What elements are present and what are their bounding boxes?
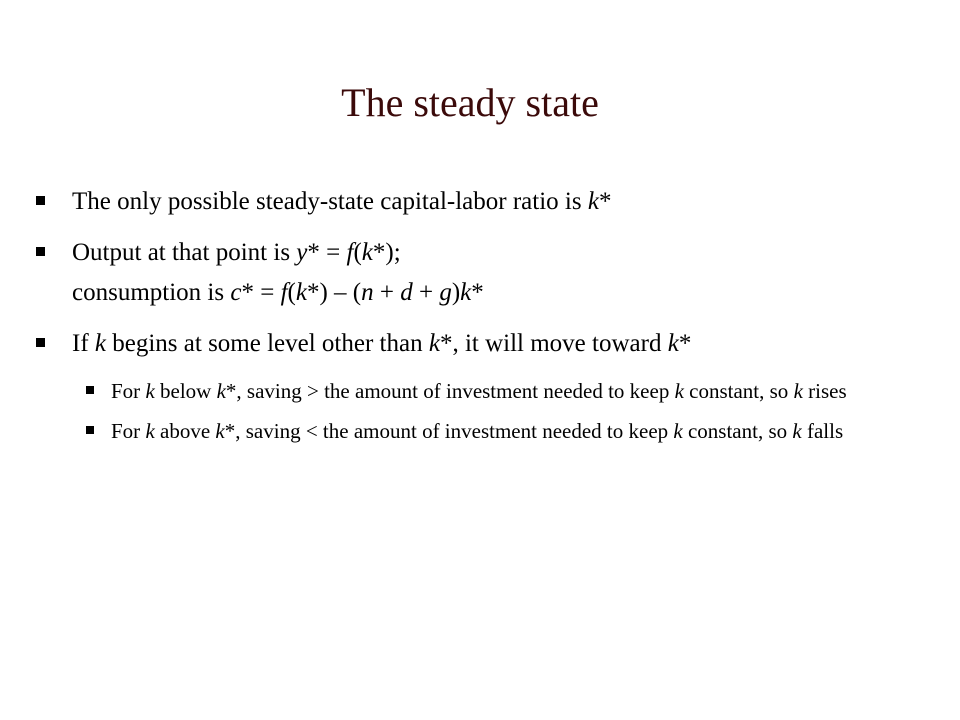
text-run: consumption is	[72, 279, 231, 306]
square-bullet-icon	[86, 414, 94, 446]
italic-variable: k	[215, 419, 225, 443]
bullet-text	[111, 419, 843, 443]
italic-variable: k	[673, 419, 683, 443]
text-run: *);	[372, 239, 401, 266]
square-bullet-icon	[36, 181, 45, 221]
bullet-text	[72, 188, 611, 215]
text-run: (	[353, 239, 362, 266]
italic-variable: k	[361, 239, 373, 266]
italic-variable: k	[667, 330, 679, 357]
italic-variable: k	[674, 379, 684, 403]
text-run: above	[154, 419, 216, 443]
italic-variable: f	[346, 239, 354, 266]
italic-variable: d	[400, 279, 413, 306]
italic-variable: k	[216, 379, 226, 403]
bullet-text	[72, 330, 691, 357]
sub-bullet-item	[86, 375, 926, 407]
italic-variable: f	[280, 279, 288, 306]
bullet-continuation	[36, 273, 926, 313]
text-run: falls	[801, 419, 844, 443]
italic-variable: y	[296, 239, 308, 266]
italic-variable: k	[295, 279, 307, 306]
text-run: +	[412, 279, 440, 306]
bullet-list	[36, 182, 926, 455]
text-run: begins at some level other than	[106, 330, 429, 357]
italic-variable: k	[145, 379, 155, 403]
text-run: For	[111, 379, 146, 403]
text-run: Output at that point is	[72, 239, 297, 266]
text-run: *, saving < the amount of investment needed to keep	[224, 419, 674, 443]
text-run: )	[451, 279, 461, 306]
text-run: * =	[241, 279, 281, 306]
text-run: constant, so	[683, 379, 794, 403]
bullet-item	[36, 233, 926, 273]
text-run: *	[471, 279, 484, 306]
text-run: If	[72, 330, 95, 357]
text-run: rises	[802, 379, 847, 403]
text-run: *) – (	[306, 279, 362, 306]
italic-variable: k	[94, 330, 107, 357]
italic-variable: k	[793, 379, 803, 403]
text-run: *, saving > the amount of investment needed to keep	[225, 379, 675, 403]
bullet-text	[72, 239, 401, 266]
bullet-item	[36, 182, 926, 222]
square-bullet-icon	[36, 232, 45, 272]
square-bullet-icon	[86, 374, 94, 406]
text-run: *	[598, 188, 612, 215]
italic-variable: g	[439, 279, 452, 306]
slide-title: The steady state	[341, 80, 599, 125]
italic-variable: k	[428, 330, 440, 357]
italic-variable: k	[587, 188, 599, 215]
square-bullet-icon	[36, 323, 45, 363]
bullet-item	[36, 324, 926, 364]
italic-variable: c	[230, 279, 242, 306]
italic-variable: k	[460, 279, 472, 306]
text-run: *, it will move toward	[439, 330, 668, 357]
text-run: +	[373, 279, 401, 306]
text-run: constant, so	[682, 419, 793, 443]
text-run: below	[154, 379, 217, 403]
italic-variable: k	[145, 419, 155, 443]
sub-bullet-item	[86, 415, 926, 447]
text-run: *	[678, 330, 692, 357]
italic-variable: n	[361, 279, 374, 306]
text-run: The only possible steady-state capital-labor ratio is	[72, 188, 588, 215]
text-run: * =	[307, 239, 347, 266]
italic-variable: k	[792, 419, 802, 443]
text-run: (	[287, 279, 296, 306]
text-run: For	[111, 419, 146, 443]
bullet-text	[111, 379, 847, 403]
